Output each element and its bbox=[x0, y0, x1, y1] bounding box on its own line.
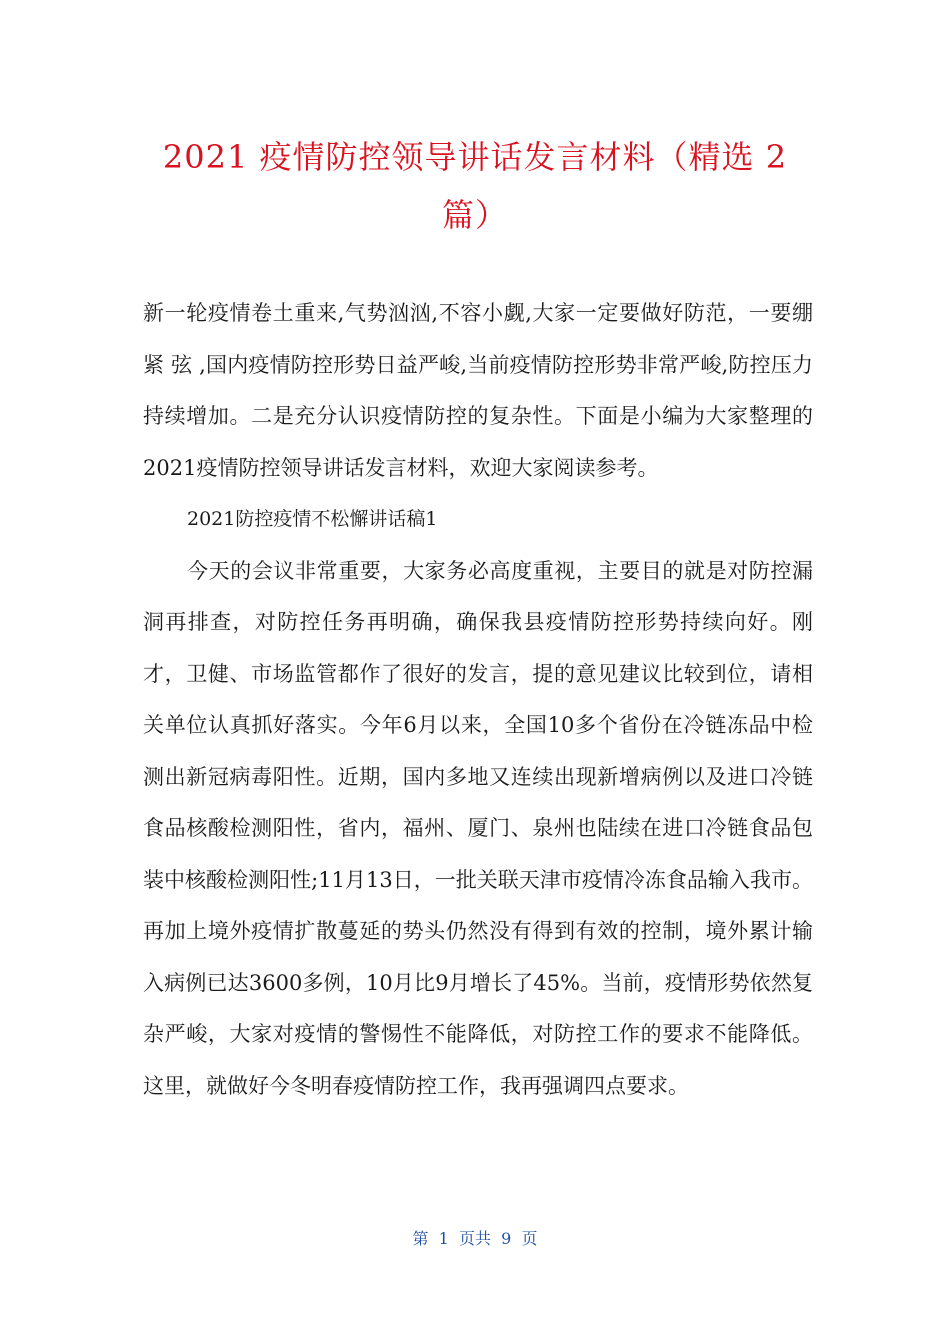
page-number-footer: 第 1 页共 9 页 bbox=[412, 1229, 538, 1248]
intro-paragraph: 新一轮疫情卷土重来,气势汹汹,不容小觑,大家一定要做好防范，一要绷紧 弦 ,国内疫情防控形势日益严峻,当前疫情防控形势非常严峻,防控压力持续增加。二是充分认识疫情防控的复杂性。下面是小编为大家整理的2021疫情防控领导讲话发言材料，欢迎大家阅读参考。 bbox=[143, 301, 813, 480]
document-title: 2021 疫情防控领导讲话发言材料（精选 2 篇） bbox=[162, 138, 788, 234]
section-heading: 2021防控疫情不松懈讲话稿1 bbox=[187, 508, 438, 530]
document-body bbox=[143, 288, 813, 1112]
body-paragraph: 今天的会议非常重要，大家务必高度重视，主要目的就是对防控漏洞再排查，对防控任务再明确，确保我县疫情防控形势持续向好。刚才，卫健、市场监管都作了很好的发言，提的意见建议比较到位，请相关单位认真抓好落实。今年6月以来，全国10多个省份在冷链冻品中检测出新冠病毒阳性。近期，国内多地又连续出现新增病例以及进口冷链食品核酸检测阳性，省内，福州、厦门、泉州也陆续在进口冷链食品包装中核酸检测阳性;11月13日，一批关联天津市疫情冷冻食品输入我市。再加上境外疫情扩散蔓延的势头仍然没有得到有效的控制，境外累计输入病例已达3600多例，10月比9月增长了45%。当前，疫情形势依然复杂严峻，大家对疫情的警惕性不能降低，对防控工作的要求不能降低。这里，就做好今冬明春疫情防控工作，我再强调四点要求。 bbox=[143, 558, 813, 1098]
